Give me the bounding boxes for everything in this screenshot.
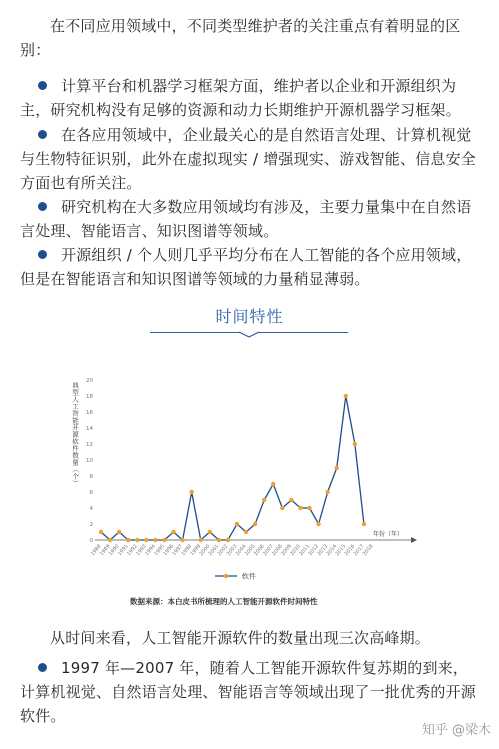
bullet-dot-icon xyxy=(38,250,47,259)
x-tick-label: 2004 xyxy=(234,543,248,558)
data-point xyxy=(235,522,239,526)
bullet-research-institutions xyxy=(20,195,482,243)
title-rule-left xyxy=(150,332,240,333)
chart-svg xyxy=(65,372,435,597)
x-tick-label: 2014 xyxy=(325,543,339,558)
y-tick-label: 2 xyxy=(89,522,93,528)
x-tick-label: 1993 xyxy=(135,543,148,558)
y-tick-label: 8 xyxy=(89,474,93,480)
x-tick-label: 2017 xyxy=(352,543,366,558)
data-point xyxy=(153,538,157,542)
data-point xyxy=(108,538,112,542)
data-point xyxy=(199,538,203,542)
x-tick-label: 2005 xyxy=(243,543,257,558)
y-tick-label: 4 xyxy=(89,506,93,512)
x-tick-label: 1988 xyxy=(89,543,103,558)
y-axis-title: 典型人工智能开源软件数量（个） xyxy=(71,382,79,487)
legend-label: 软件 xyxy=(242,572,256,581)
y-tick-label: 20 xyxy=(86,378,93,384)
data-point xyxy=(135,538,139,542)
data-point xyxy=(180,538,184,542)
x-tick-label: 1990 xyxy=(107,543,121,558)
x-tick-label: 1994 xyxy=(144,543,157,558)
section-title: 时间特性 xyxy=(215,307,284,326)
x-tick-label: 2008 xyxy=(271,543,284,558)
title-chevron-icon xyxy=(238,326,260,338)
data-point xyxy=(344,394,348,398)
data-point xyxy=(262,498,266,502)
y-tick-label: 10 xyxy=(86,458,93,464)
x-tick-label: 1995 xyxy=(153,543,166,558)
x-axis-arrow-icon xyxy=(411,537,417,543)
x-tick-label: 1991 xyxy=(116,543,130,558)
data-point xyxy=(208,530,212,534)
series-line xyxy=(101,396,364,540)
x-tick-label: 1989 xyxy=(98,543,112,558)
bullet-open-source-orgs xyxy=(20,243,482,291)
data-point xyxy=(244,530,248,534)
data-point xyxy=(316,522,320,526)
bullet-computing-platforms xyxy=(20,74,482,122)
x-tick-label: 2010 xyxy=(289,543,302,558)
x-tick-label: 1996 xyxy=(162,543,176,558)
x-tick-label: 2012 xyxy=(307,543,321,558)
bullet-1997-2007 xyxy=(20,656,482,728)
y-tick-label: 12 xyxy=(86,442,93,448)
x-tick-label: 2018 xyxy=(361,543,375,558)
x-tick-label: 2011 xyxy=(298,543,312,558)
data-point xyxy=(144,538,148,542)
data-point xyxy=(353,442,357,446)
x-tick-label: 2015 xyxy=(334,543,348,558)
y-tick-label: 14 xyxy=(86,426,93,432)
bullet-text: 1997 年—2007 年，随着人工智能开源软件复苏期的到来，计算机视觉、自然语言处理、智能语言等领域出现了一批优秀的开源软件。 xyxy=(20,659,477,725)
legend-marker xyxy=(224,574,228,578)
bullet-text: 在各应用领域中，企业最关心的是自然语言处理、计算机视觉与生物特征识别，此外在虚拟现实 / 增强现实、游戏智能、信息安全方面也有所关注。 xyxy=(20,126,476,192)
data-point xyxy=(217,538,221,542)
data-point xyxy=(362,522,366,526)
bullet-text: 开源组织 / 个人则几乎平均分布在人工智能的各个应用领域，但是在智能语言和知识图谱等领域的力量稍显薄弱。 xyxy=(20,246,472,288)
bullet-text: 计算平台和机器学习框架方面，维护者以企业和开源组织为主，研究机构没有足够的资源和动力长期维护开源机器学习框架。 xyxy=(20,77,461,119)
bullet-enterprise-focus xyxy=(20,123,482,195)
x-tick-label: 1998 xyxy=(180,543,194,558)
watermark: 知乎 @梁木 xyxy=(421,723,491,738)
x-tick-label: 2001 xyxy=(207,543,221,558)
data-point xyxy=(298,506,302,510)
x-tick-label: 2013 xyxy=(316,543,330,558)
timeline-chart xyxy=(65,372,435,617)
data-point xyxy=(280,506,284,510)
data-point xyxy=(325,490,329,494)
data-point xyxy=(289,498,293,502)
x-tick-label: 2009 xyxy=(280,543,293,558)
y-tick-label: 6 xyxy=(89,490,93,496)
x-tick-label: 2000 xyxy=(198,543,212,558)
x-axis-title: 年份（年） xyxy=(372,531,403,538)
y-tick-label: 0 xyxy=(89,538,93,544)
x-tick-label: 2006 xyxy=(252,543,266,558)
x-tick-label: 1999 xyxy=(189,543,203,558)
x-tick-label: 2002 xyxy=(216,543,230,558)
data-point xyxy=(226,538,230,542)
y-tick-label: 16 xyxy=(86,410,93,416)
bullet-dot-icon xyxy=(38,81,47,90)
after-chart-paragraph: 从时间来看，人工智能开源软件的数量出现三次高峰期。 xyxy=(50,629,431,647)
y-tick-label: 18 xyxy=(86,394,93,400)
data-point xyxy=(335,466,339,470)
data-point xyxy=(307,506,311,510)
source-note: 数据来源：本白皮书所梳理的人工智能开源软件时间特性 xyxy=(130,597,318,606)
data-point xyxy=(271,482,275,486)
data-point xyxy=(99,530,103,534)
bullet-text: 研究机构在大多数应用领域均有涉及，主要力量集中在自然语言处理、智能语言、知识图谱等领域。 xyxy=(20,198,472,240)
bullet-dot-icon xyxy=(38,202,47,211)
data-point xyxy=(171,530,175,534)
x-tick-label: 2016 xyxy=(343,543,357,558)
data-point xyxy=(162,538,166,542)
x-tick-label: 1997 xyxy=(171,543,185,558)
bullet-dot-icon xyxy=(38,663,47,672)
title-rule-right xyxy=(258,332,348,333)
data-point xyxy=(117,530,121,534)
x-tick-label: 2007 xyxy=(262,543,275,558)
data-point xyxy=(253,522,257,526)
x-tick-label: 2003 xyxy=(225,543,239,558)
intro-paragraph: 在不同应用领域中，不同类型维护者的关注重点有着明显的区别： xyxy=(20,17,461,59)
bullet-dot-icon xyxy=(38,130,47,139)
data-point xyxy=(126,538,130,542)
data-point xyxy=(189,490,193,494)
x-tick-label: 1992 xyxy=(126,543,139,558)
